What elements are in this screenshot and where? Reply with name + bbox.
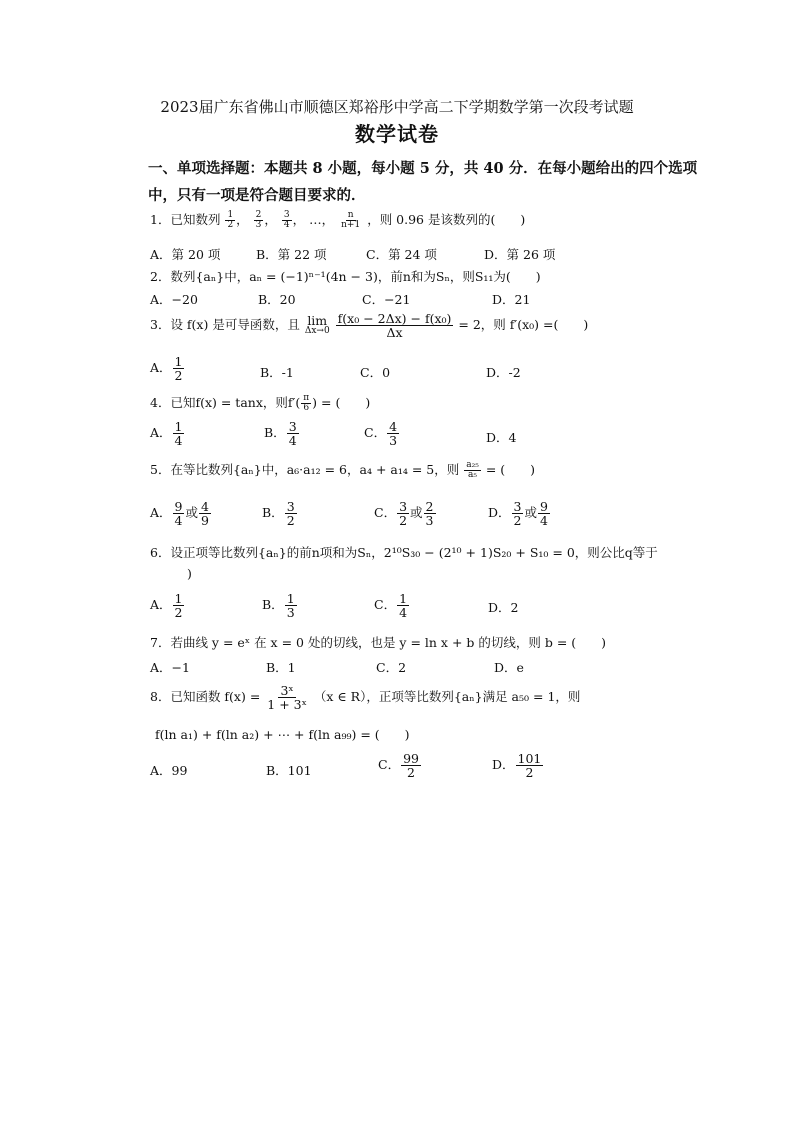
exam-title: 2023届广东省佛山市顺德区郑裕彤中学高二下学期数学第一次段考试题 <box>160 98 634 116</box>
question-3 <box>150 312 588 339</box>
q5-option-b[interactable]: B． $\frac{3}{2}$ <box>262 499 295 529</box>
q5-option-a[interactable]: A． $\frac{9}{4}$ 或 $\frac{4}{9}$ <box>150 499 209 529</box>
question-6-cont: ) <box>187 566 192 581</box>
q5-ratio: $\frac{\text{a₂₅}}{\text{a₅}}$ <box>466 459 479 480</box>
q3-option-a[interactable]: A． $\frac{1}{2}$ <box>150 354 183 384</box>
q8-function-fraction: $\frac{\text{3ˣ}}{\text{1 + 3ˣ}}$ <box>267 683 307 713</box>
q4-tail: ) = ( ) <box>312 395 371 410</box>
q1-frac-2: $\frac{2}{3}$ <box>255 209 262 230</box>
q6-option-a[interactable]: A． $\frac{1}{2}$ <box>150 591 183 621</box>
q1-option-d[interactable]: D．第 26 项 <box>484 247 556 262</box>
q1-tail: ，则 0.96 是该数列的( ) <box>367 212 526 227</box>
q4-option-d[interactable]: D．4 <box>486 430 517 445</box>
q3-limit: lim Δx→0 <box>304 313 330 337</box>
question-6: 6．设正项等比数列{aₙ}的前n项和为Sₙ，2¹⁰S₃₀ − (2¹⁰ + 1)S₂₀ + S₁₀ = 0，则公比q等于 <box>150 545 658 560</box>
q3-option-d[interactable]: D．-2 <box>486 365 521 380</box>
q6-option-c[interactable]: C． $\frac{1}{4}$ <box>374 591 408 621</box>
q4-prefix: 4．已知f(x) = tanx，则f′( <box>150 395 301 410</box>
q3-tail: = 2，则 f′(x₀) =( ) <box>458 317 589 333</box>
q1-frac-3: $\frac{3}{4}$ <box>283 209 290 230</box>
q1-option-a[interactable]: A．第 20 项 <box>150 247 221 262</box>
q8-tail: （x ∈ R），正项等比数列{aₙ}满足 a₅₀ = 1，则 <box>313 689 581 705</box>
q4-option-b[interactable]: B． $\frac{3}{4}$ <box>264 419 297 449</box>
q1-option-b[interactable]: B．第 22 项 <box>256 247 327 262</box>
question-5 <box>150 460 535 480</box>
q7-option-c[interactable]: C．2 <box>376 660 407 675</box>
exam-subtitle: 数学试卷 <box>355 122 439 146</box>
question-7: 7．若曲线 y = eˣ 在 x = 0 处的切线，也是 y = ln x + b 的切线，则 b = ( ) <box>150 635 607 650</box>
q6-option-d[interactable]: D．2 <box>488 600 519 615</box>
q5-tail: = ( ) <box>485 462 536 477</box>
q8-option-b[interactable]: B．101 <box>266 763 312 778</box>
q1-frac-1: $\frac{1}{2}$ <box>227 209 234 230</box>
section-heading-line2: 中，只有一项是符合题目要求的． <box>148 187 366 204</box>
q3-difference-quotient: $\frac{\text{f(x₀ − 2Δx) − f(x₀)}}{\Delta x}$ <box>337 311 452 341</box>
q7-option-b[interactable]: B．1 <box>266 660 296 675</box>
q7-option-a[interactable]: A．−1 <box>150 660 190 675</box>
q8-prefix: 8．已知函数 f(x) = <box>150 689 261 705</box>
q2-option-a[interactable]: A．−20 <box>150 292 198 307</box>
question-8-line2: f(ln a₁) + f(ln a₂) + ⋯ + f(ln a₉₉) = ( ) <box>155 727 410 742</box>
q8-option-c[interactable]: C． $\frac{99}{2}$ <box>378 751 419 781</box>
q3-option-b[interactable]: B．-1 <box>260 365 294 380</box>
question-1: 1．已知数列 $\frac{1}{2}$ ， $\frac{2}{3}$ ， $\frac{3}{4}$ ， …， $\frac{n}{n+1}$ ，则 0.96 是该数列的( ) <box>150 209 526 230</box>
q3-prefix: 3．设 f(x) 是可导函数，且 <box>150 317 300 333</box>
q5-option-d[interactable]: D． $\frac{3}{2}$ 或 $\frac{9}{4}$ <box>488 499 548 529</box>
q3-option-c[interactable]: C．0 <box>360 365 391 380</box>
q6-option-b[interactable]: B． $\frac{1}{3}$ <box>262 591 295 621</box>
q8-option-d[interactable]: D． $\frac{101}{2}$ <box>492 751 542 781</box>
q8-option-a[interactable]: A．99 <box>150 763 188 778</box>
question-2: 2．数列{aₙ}中，aₙ = (−1)ⁿ⁻¹(4n − 3)，前n和为Sₙ，则S₁₁为( ) <box>150 269 541 284</box>
q1-option-c[interactable]: C．第 24 项 <box>366 247 437 262</box>
q5-stem: 5．在等比数列{aₙ}中，a₆·a₁₂ = 6，a₄ + a₁₄ = 5，则 <box>150 462 460 477</box>
q5-option-c[interactable]: C． $\frac{3}{2}$ 或 $\frac{2}{3}$ <box>374 499 434 529</box>
q4-option-a[interactable]: A． $\frac{1}{4}$ <box>150 419 183 449</box>
q2-option-b[interactable]: B．20 <box>258 292 296 307</box>
q7-option-d[interactable]: D．e <box>494 660 524 675</box>
q2-option-d[interactable]: D．21 <box>492 292 531 307</box>
q4-option-c[interactable]: C． $\frac{4}{3}$ <box>364 419 398 449</box>
q2-option-c[interactable]: C．−21 <box>362 292 411 307</box>
question-4: 4．已知f(x) = tanx，则f′( $\frac{\pi}{6}$ ) = ( ) <box>150 392 371 413</box>
section-heading-line1: 一、单项选择题：本题共 8 小题，每小题 5 分，共 40 分．在每小题给出的四个选项 <box>148 160 698 177</box>
q1-prefix: 1．已知数列 <box>150 212 221 227</box>
q1-frac-n: $\frac{n}{n+1}$ <box>341 209 361 230</box>
question-8 <box>150 684 580 711</box>
